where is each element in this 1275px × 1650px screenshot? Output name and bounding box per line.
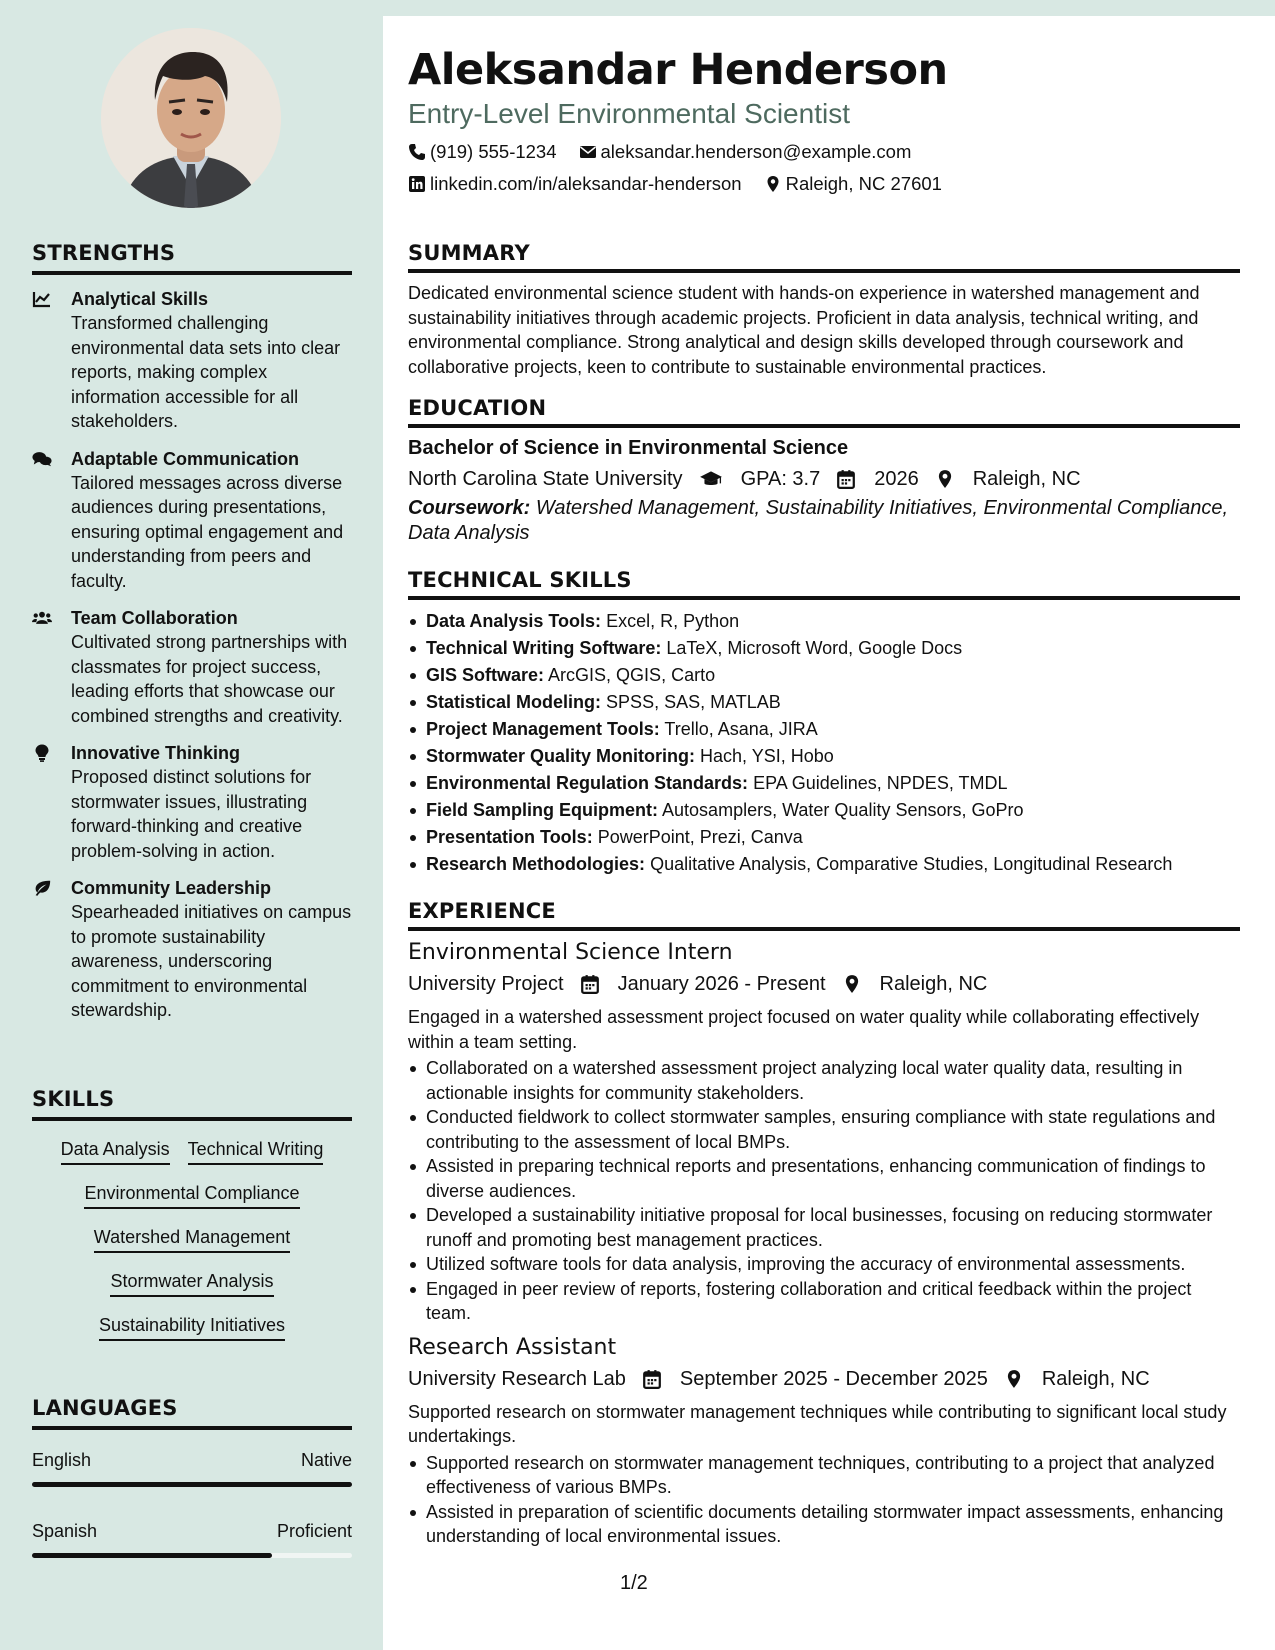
map-pin-icon bbox=[842, 974, 862, 994]
experience-section bbox=[408, 899, 1240, 1549]
language-name: Spanish bbox=[32, 1521, 98, 1541]
list-item bbox=[408, 689, 1240, 716]
job-summary: Engaged in a watershed assessment project focused on water quality while collaborating effectively within a team setting. bbox=[408, 1007, 1200, 1052]
resume-header bbox=[408, 44, 1240, 196]
dates-text: September 2025 - December 2025 bbox=[679, 1367, 988, 1390]
list-item bbox=[408, 851, 1240, 878]
technical-skills-heading: TECHNICAL SKILLS bbox=[408, 568, 1240, 600]
experience-heading: EXPERIENCE bbox=[408, 899, 1240, 931]
skill-tag: Environmental Compliance bbox=[84, 1181, 299, 1209]
profile-photo bbox=[101, 28, 281, 208]
contact-linkedin[interactable] bbox=[408, 172, 742, 196]
map-pin-icon bbox=[935, 469, 955, 489]
job-bullets bbox=[408, 1056, 1240, 1326]
gpa bbox=[699, 466, 821, 492]
job-org bbox=[408, 971, 564, 997]
job-summary: Supported research on stormwater management techniques while contributing to significant local study undertakings. bbox=[408, 1401, 1227, 1446]
job-location bbox=[842, 971, 988, 997]
contact-row bbox=[408, 140, 1240, 164]
strength-title: Innovative Thinking bbox=[71, 743, 241, 763]
location-text: Raleigh, NC bbox=[879, 973, 988, 995]
list-item bbox=[408, 797, 1240, 824]
org-text: University Research Lab bbox=[408, 1367, 626, 1390]
contact-email[interactable] bbox=[579, 140, 912, 164]
strengths-heading: STRENGTHS bbox=[32, 241, 352, 275]
language-name: English bbox=[32, 1450, 92, 1470]
lightbulb-icon bbox=[32, 741, 71, 863]
page-number: 1/2 bbox=[620, 1572, 648, 1594]
language-proficiency-bar bbox=[32, 1553, 352, 1558]
location-text: Raleigh, NC bbox=[1041, 1367, 1150, 1390]
strength-title: Adaptable Communication bbox=[71, 448, 300, 469]
skill-value: EPA Guidelines, NPDES, TMDL bbox=[753, 773, 1008, 793]
technical-skills-section bbox=[408, 568, 1240, 878]
skill-label: Field Sampling Equipment: bbox=[426, 800, 659, 820]
education-meta bbox=[408, 466, 1240, 492]
skill-label: GIS Software: bbox=[426, 665, 545, 685]
chart-line-icon bbox=[32, 287, 71, 434]
skill-label: Technical Writing Software: bbox=[426, 638, 662, 658]
job-meta bbox=[408, 971, 1240, 997]
users-icon bbox=[32, 606, 71, 728]
list-item bbox=[408, 770, 1240, 797]
summary-text: Dedicated environmental science student with hands-on experience in watershed management and sustainability initiatives through academic projects. Proficient in data analysis, technical writing, and environmental compliance. Strong analytical and design skills developed through coursework and collaborative projects, keen to contribute to sustainable environmental practices. bbox=[408, 283, 1200, 377]
skill-value: Hach, YSI, Hobo bbox=[700, 746, 834, 766]
linkedin-text[interactable]: linkedin.com/in/aleksandar-henderson bbox=[430, 173, 742, 194]
skill-tag: Watershed Management bbox=[94, 1225, 290, 1253]
list-item bbox=[408, 608, 1240, 635]
skill-tag: Stormwater Analysis bbox=[110, 1269, 273, 1297]
school-text: North Carolina State University bbox=[408, 468, 683, 490]
year-text: 2026 bbox=[874, 468, 919, 490]
skill-tag: Data Analysis bbox=[61, 1137, 170, 1165]
sidebar bbox=[0, 0, 383, 1650]
list-item: Assisted in preparation of scientific documents detailing stormwater impact assessments, enhancing understanding of local environmental issues. bbox=[408, 1500, 1240, 1549]
strength-item bbox=[32, 447, 352, 594]
list-item bbox=[408, 662, 1240, 689]
education-location bbox=[935, 466, 1081, 492]
skill-value: Qualitative Analysis, Comparative Studies, Longitudinal Research bbox=[650, 854, 1173, 874]
contact-row bbox=[408, 172, 1240, 196]
contact-phone bbox=[408, 140, 557, 164]
calendar-icon bbox=[642, 1369, 662, 1389]
list-item: Supported research on stormwater management techniques, contributing to a project that analyzed effectiveness of various BMPs. bbox=[408, 1451, 1240, 1500]
list-item bbox=[408, 716, 1240, 743]
strength-title: Team Collaboration bbox=[71, 608, 238, 628]
envelope-icon bbox=[579, 143, 597, 161]
skill-value: Trello, Asana, JIRA bbox=[664, 719, 818, 739]
dates-text: January 2026 - Present bbox=[617, 973, 826, 995]
strength-description: Transformed challenging environmental data sets into clear reports, making complex information accessible for all stakeholders. bbox=[71, 313, 341, 431]
list-item: Engaged in peer review of reports, fostering collaboration and critical feedback within the project team. bbox=[408, 1277, 1240, 1326]
language-level: Proficient bbox=[276, 1521, 352, 1541]
list-item bbox=[408, 743, 1240, 770]
education-section bbox=[408, 396, 1240, 545]
email-text[interactable]: aleksandar.henderson@example.com bbox=[600, 141, 912, 162]
language-proficiency-fill bbox=[32, 1553, 272, 1558]
strength-item bbox=[32, 287, 352, 434]
language-level: Native bbox=[300, 1450, 352, 1470]
comments-icon bbox=[32, 447, 71, 594]
language-proficiency-fill bbox=[32, 1482, 352, 1487]
gpa-text: GPA: 3.7 bbox=[740, 468, 821, 490]
strength-description: Cultivated strong partnerships with classmates for project success, leading efforts that showcase our combined strengths and creativity. bbox=[71, 632, 348, 726]
strength-item bbox=[32, 741, 352, 863]
skill-label: Project Management Tools: bbox=[426, 719, 660, 739]
list-item: Developed a sustainability initiative proposal for local businesses, focusing on reducing stormwater runoff and promoting best management practices. bbox=[408, 1203, 1240, 1252]
strengths-section bbox=[32, 241, 352, 1023]
leaf-icon bbox=[32, 876, 71, 1023]
language-proficiency-bar bbox=[32, 1482, 352, 1487]
job-title: Research Assistant bbox=[408, 1334, 617, 1360]
strength-item bbox=[32, 876, 352, 1023]
job-title: Environmental Science Intern bbox=[408, 940, 733, 965]
list-item bbox=[408, 635, 1240, 662]
skill-value: ArcGIS, QGIS, Carto bbox=[548, 665, 716, 685]
job-org bbox=[408, 1366, 626, 1392]
coursework bbox=[408, 496, 1240, 545]
job-location bbox=[1004, 1366, 1150, 1392]
coursework-label: Coursework: bbox=[408, 497, 531, 519]
skills-section bbox=[32, 1087, 352, 1357]
linkedin-icon bbox=[408, 175, 426, 193]
skill-value: Autosamplers, Water Quality Sensors, GoPro bbox=[662, 800, 1024, 820]
contact-location bbox=[764, 172, 942, 196]
skill-value: SPSS, SAS, MATLAB bbox=[606, 692, 781, 712]
coursework-list: Watershed Management, Sustainability Initiatives, Environmental Compliance, Data Analysis bbox=[408, 497, 1229, 544]
strength-title: Community Leadership bbox=[71, 878, 272, 898]
summary-section bbox=[408, 241, 1240, 379]
skill-value: Excel, R, Python bbox=[606, 611, 740, 631]
language-item bbox=[32, 1521, 352, 1558]
calendar-icon bbox=[580, 974, 600, 994]
technical-skills-list bbox=[408, 608, 1240, 878]
skill-label: Presentation Tools: bbox=[426, 827, 593, 847]
languages-section bbox=[32, 1396, 352, 1558]
job-dates bbox=[580, 971, 826, 997]
avatar-illustration bbox=[101, 28, 281, 208]
candidate-title: Entry-Level Environmental Scientist bbox=[408, 98, 850, 129]
summary-heading: SUMMARY bbox=[408, 241, 1240, 273]
job-meta bbox=[408, 1366, 1240, 1392]
skills-tags bbox=[32, 1137, 352, 1341]
strength-description: Proposed distinct solutions for stormwater issues, illustrating forward-thinking and creative problem-solving in action. bbox=[71, 767, 312, 861]
languages-heading: LANGUAGES bbox=[32, 1396, 352, 1430]
strength-item bbox=[32, 606, 352, 728]
calendar-icon bbox=[836, 469, 856, 489]
skill-label: Environmental Regulation Standards: bbox=[426, 773, 749, 793]
skill-label: Research Methodologies: bbox=[426, 854, 646, 874]
map-pin-icon bbox=[1004, 1369, 1024, 1389]
degree-title: Bachelor of Science in Environmental Science bbox=[408, 437, 849, 459]
skill-value: LaTeX, Microsoft Word, Google Docs bbox=[666, 638, 963, 658]
location-text: Raleigh, NC 27601 bbox=[785, 173, 942, 194]
job-entry bbox=[408, 1334, 1240, 1549]
language-item bbox=[32, 1450, 352, 1487]
education-heading: EDUCATION bbox=[408, 396, 1240, 428]
strength-description: Spearheaded initiatives on campus to promote sustainability awareness, underscoring commitment to environmental stewardship. bbox=[71, 902, 352, 1020]
candidate-name: Aleksandar Henderson bbox=[408, 45, 948, 95]
skill-tag: Technical Writing bbox=[188, 1137, 324, 1165]
list-item: Utilized software tools for data analysis, improving the accuracy of environmental assessments. bbox=[408, 1252, 1240, 1277]
skill-label: Data Analysis Tools: bbox=[426, 611, 602, 631]
org-text: University Project bbox=[408, 973, 564, 995]
strength-title: Analytical Skills bbox=[71, 289, 209, 309]
skill-label: Statistical Modeling: bbox=[426, 692, 602, 712]
skill-value: PowerPoint, Prezi, Canva bbox=[597, 827, 803, 847]
list-item bbox=[408, 824, 1240, 851]
list-item: Conducted fieldwork to collect stormwater samples, ensuring compliance with state regulations and contributing to the assessment of local BMPs. bbox=[408, 1105, 1240, 1154]
map-pin-icon bbox=[764, 175, 782, 193]
phone-icon bbox=[408, 143, 426, 161]
list-item: Assisted in preparing technical reports and presentations, enhancing communication of findings to diverse audiences. bbox=[408, 1154, 1240, 1203]
job-bullets bbox=[408, 1451, 1240, 1549]
skill-label: Stormwater Quality Monitoring: bbox=[426, 746, 696, 766]
list-item: Collaborated on a watershed assessment project analyzing local water quality data, resulting in actionable insights for community stakeholders. bbox=[408, 1056, 1240, 1105]
graduation-cap-icon bbox=[699, 469, 723, 489]
phone-text: (919) 555-1234 bbox=[430, 141, 557, 162]
location-text: Raleigh, NC bbox=[972, 468, 1081, 490]
graduation-year bbox=[836, 466, 919, 492]
strength-description: Tailored messages across diverse audiences during presentations, ensuring optimal engagement and understanding from peers and faculty. bbox=[71, 472, 344, 591]
skills-heading: SKILLS bbox=[32, 1087, 352, 1121]
skill-tag: Sustainability Initiatives bbox=[99, 1313, 285, 1341]
job-entry bbox=[408, 939, 1240, 1326]
school-name bbox=[408, 466, 683, 492]
job-dates bbox=[642, 1366, 988, 1392]
